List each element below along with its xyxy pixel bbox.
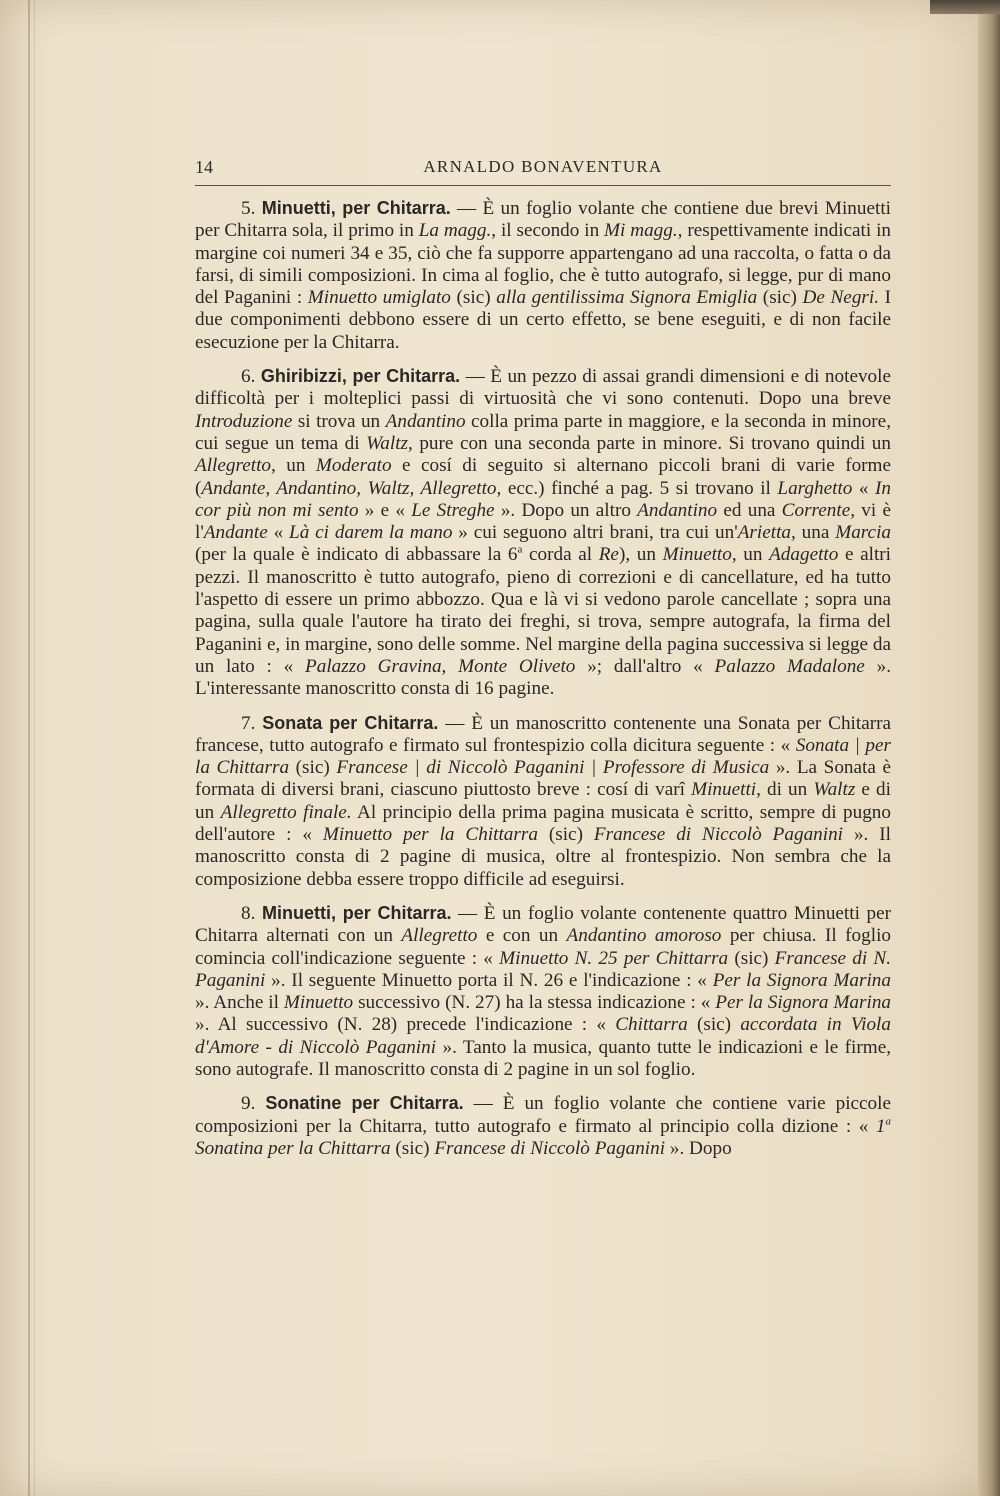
gutter-shadow — [28, 0, 30, 1496]
italic-run: Per la Signora Marina — [715, 992, 892, 1014]
text-run: Al principio della prima pagina musicata è scritto, sempre di pugno dell'autore : « — [195, 801, 891, 846]
italic-run: Palazzo Gravina, Monte Oliveto — [305, 655, 576, 677]
text-run: , respettivamente indicati in margine coi numeri 34 e 35, ciò che fa supporre appartengano ad una raccolta, o fatta o da farsi, di simili composizioni. In cima al foglio, che è tutto autografo, si legge, pur di mano del Paganini : — [195, 220, 892, 309]
entry-6 — [195, 365, 891, 700]
page-edge — [978, 0, 1000, 1496]
text-run: ». Anche il — [195, 992, 284, 1014]
text-run: (sic) — [289, 757, 337, 779]
italic-run: Minuetto umiglato — [307, 287, 451, 309]
text-run: (sic) — [687, 1014, 741, 1036]
entry-title: Sonatine per Chitarra. — [265, 1093, 464, 1114]
text-run: ». La Sonata è formata di diversi brani, ciascuno piuttosto breve : cosí di varî — [195, 757, 892, 801]
italic-run: Corrente, — [781, 499, 856, 521]
text-run: (per la quale è indicato di abbassare la 6 — [195, 544, 518, 566]
italic-run: Marcia — [835, 522, 891, 544]
entry-number: 6. — [241, 366, 256, 388]
text-run: ». Dopo — [665, 1137, 732, 1159]
text-run: ». Dopo un altro — [494, 499, 638, 521]
italic-run: accordata in Viola d'Amore - di Niccolò Paganini — [195, 1014, 891, 1058]
binding-edge — [930, 0, 1000, 14]
text-run: successivo (N. 27) ha la stessa indicazione : « — [353, 992, 716, 1014]
italic-run: Minuetto — [283, 992, 354, 1014]
text-run: di un — [760, 779, 814, 801]
text-run: » e « — [358, 499, 412, 521]
italic-run: Sonata | per la Chittarra — [195, 734, 891, 779]
gutter-line — [34, 0, 35, 1496]
text-run: (sic) — [390, 1137, 435, 1159]
italic-run: Minuetto, — [662, 544, 737, 566]
text-run: pure con una seconda parte in minore. Si trovano quindi un — [412, 432, 891, 454]
entry-number: 7. — [241, 712, 256, 734]
text-run: e altri pezzi. Il manoscritto è tutto autografo, pieno di correzioni e di cancellature, ed ha tutto l'aspetto di essere un primo abbozzo. Qua e là vi si vedono parole cancellate ; sopra una pagina, sulla quale l'autore ha tirato dei freghi, si trova, sempre autografa, la firma del Paganini e, in margine, sono delle somme. Nel margine della pagina successiva si legge da un lato : « — [195, 544, 891, 677]
italic-run: Andantino amoroso — [566, 925, 722, 947]
italic-run: Francese | di Niccolò Paganini | Professore di Musica — [336, 757, 770, 779]
italic-run: Allegretto, — [195, 455, 276, 477]
italic-run: Francese di Niccolò Paganini — [434, 1137, 666, 1159]
text-run: — È un foglio volante contenente quattro Minuetti per Chitarra alternati con un — [195, 902, 891, 947]
entry-title: Minuetti, per Chitarra. — [261, 902, 452, 923]
text-run: colla prima parte in maggiore, e la seconda in minore, cui segue un tema di — [195, 410, 891, 454]
text-run: « — [852, 477, 876, 499]
italic-run: Mi magg. — [604, 220, 678, 242]
italic-run: Francese di Niccolò Paganini — [593, 824, 844, 846]
text-run: (sic) — [537, 824, 594, 846]
italic-run: Waltz — [813, 779, 856, 801]
text-run: vi è l' — [195, 499, 891, 544]
text-run: ecc.) finché a pag. 5 si trovano il — [501, 477, 778, 499]
italic-run: In cor più non mi sento — [195, 477, 892, 521]
text-run: — È un foglio volante che contiene varie piccole composizioni per la Chitarra, tutto autografo e firmato al principio colla dizione : « — [195, 1093, 892, 1137]
text-run: ), un — [618, 544, 663, 566]
page-header — [195, 155, 891, 186]
body-text — [195, 197, 891, 1171]
text-run: — È un pezzo di assai grandi dimensioni e di notevole difficoltà per i molteplici passi di virtuosità che vi sono contenuti. Dopo una breve — [195, 366, 891, 410]
italic-run: alla gentilissima Signora Emiglia — [496, 287, 758, 309]
text-run: , il secondo in — [491, 220, 605, 242]
text-run: per chiusa. Il foglio comincia coll'indicazione seguente : « — [195, 925, 891, 969]
text-run: e cosí di seguito si alternano piccoli brani di varie forme ( — [195, 455, 892, 499]
superscript: a — [517, 544, 523, 557]
italic-run: Andante, Andantino, Waltz, Allegretto, — [201, 477, 502, 499]
italic-run: Francese di N. Paganini — [195, 947, 891, 991]
text-run: » cui seguono altri brani, tra cui un' — [452, 522, 738, 544]
italic-run: Waltz, — [366, 432, 413, 454]
text-run: una — [795, 522, 836, 544]
text-run: — È un manoscritto contenente una Sonata per Chitarra francese, tutto autografo e firmato sul frontespizio colla dicitura seguente : « — [195, 712, 892, 756]
text-run: ». Il seguente Minuetto porta il N. 26 e l'indicazione : « — [265, 969, 713, 991]
text-run: (sic) — [728, 947, 775, 969]
text-run: ». L'interessante manoscritto consta di 16 pagine. — [195, 655, 892, 700]
running-head: ARNALDO BONAVENTURA — [423, 157, 663, 176]
italic-run: Re — [598, 544, 619, 566]
italic-run: Larghetto — [777, 477, 853, 499]
italic-run: Arietta, — [737, 522, 796, 544]
italic-run: Minuetto per la Chittarra — [322, 824, 538, 846]
text-run: — È un foglio volante che contiene due brevi Minuetti per Chitarra sola, il primo in — [195, 198, 891, 242]
italic-run: Le Streghe — [411, 499, 495, 521]
italic-run: 1 — [875, 1115, 886, 1137]
text-run: e con un — [477, 925, 567, 947]
entry-title: Ghiribizzi, per Chitarra. — [260, 366, 461, 387]
italic-run: La magg. — [418, 220, 492, 242]
entry-number: 8. — [241, 902, 256, 924]
italic-run: Andantino — [637, 499, 718, 521]
italic-run: Introduzione — [195, 410, 293, 432]
italic-run: Allegretto finale. — [220, 801, 352, 823]
italic-run: De Negri. — [802, 287, 880, 309]
italic-run: Minuetti, — [691, 779, 761, 801]
italic-run: Palazzo Madalone — [714, 655, 865, 677]
text-run: si trova un — [292, 410, 386, 432]
entry-title: Minuetti, per Chitarra. — [261, 198, 451, 218]
text-run: ». Tanto la musica, quanto tutte le indicazioni e le firme, sono autografe. Il manoscritto consta di 2 pagine in un sol foglio. — [195, 1036, 892, 1080]
text-run: »; dall'altro « — [575, 655, 715, 677]
italic-run: Moderato — [315, 455, 392, 477]
entry-8 — [195, 902, 891, 1081]
italic-run: Sonatina per la Chittarra — [195, 1137, 391, 1159]
text-run: e di un — [195, 779, 891, 823]
entry-number: 5. — [241, 198, 256, 219]
italic-run: Andante — [203, 522, 268, 544]
italic-run: Là ci darem la mano — [289, 522, 453, 544]
text-run: (sic) — [450, 287, 497, 309]
text-run: ». Il manoscritto consta di 2 pagine di musica, oltre al frontespizio. Non sembra che la composizione debba essere troppo difficile ad eseguirsi. — [195, 824, 891, 890]
italic-run: Allegretto — [401, 925, 478, 947]
text-run: I due componimenti debbono essere di un certo effetto, se bene eseguiti, e di non facile esecuzione per la Chitarra. — [195, 287, 892, 353]
text-run: ». Al successivo (N. 28) precede l'indicazione : « — [195, 1014, 616, 1036]
entry-title: Sonata per Chitarra. — [262, 712, 439, 733]
text-run: un — [736, 544, 770, 566]
entry-number: 9. — [241, 1093, 256, 1115]
text-run: corda al — [522, 544, 599, 566]
italic-run: Per la Signora Marina — [712, 969, 891, 991]
entry-5 — [195, 197, 891, 354]
entry-7 — [195, 712, 891, 891]
italic-run: Minuetto N. 25 per Chittarra — [499, 947, 729, 969]
italic-run: Andantino — [385, 410, 466, 432]
italic-run: Chittarra — [615, 1014, 688, 1036]
text-run: un — [275, 455, 316, 477]
page-number: 14 — [195, 157, 213, 177]
italic-run: Adagetto — [769, 544, 839, 566]
entry-9 — [195, 1092, 891, 1160]
text-run: (sic) — [757, 287, 803, 309]
text-run: « — [267, 522, 290, 544]
text-run: ed una — [717, 499, 782, 521]
superscript: a — [885, 1115, 891, 1128]
